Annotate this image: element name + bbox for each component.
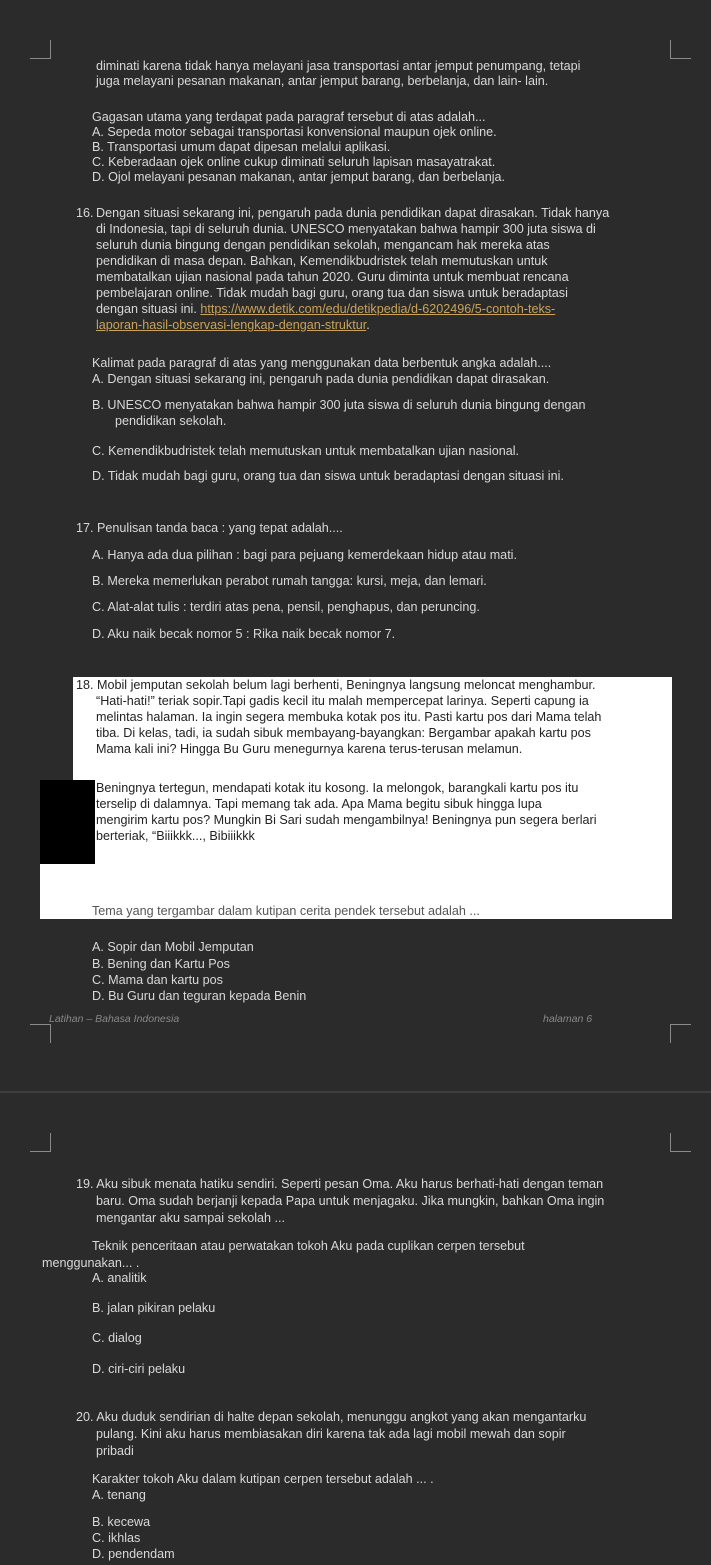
q16-line-6: pembelajaran online. Tidak mudah bagi guru, orang tua dan siswa untuk beradaptasi — [96, 286, 568, 300]
q19-line-3: mengantar aku sampai sekolah ... — [96, 1211, 286, 1225]
q18-prompt: Tema yang tergambar dalam kutipan cerita pendek tersebut adalah ... — [92, 904, 480, 918]
q18-para1-line-5: Mama kali ini? Hingga Bu Guru menegurnya karena terus-terusan melamun. — [96, 742, 523, 756]
intro-line-2: juga melayani pesanan makanan, antar jemput barang, berbelanja, dan lain- lain. — [96, 74, 549, 88]
footer-left: Latihan – Bahasa Indonesia — [49, 1013, 180, 1025]
q16-number: 16. — [76, 206, 94, 220]
q18-option-c: C. Mama dan kartu pos — [92, 973, 223, 987]
q18-option-a: A. Sopir dan Mobil Jemputan — [92, 940, 254, 954]
intro-line-1: diminati karena tidak hanya melayani jasa transportasi antar jemput penumpang, tetapi — [96, 59, 581, 73]
q17-option-b: B. Mereka memerlukan perabot rumah tangga: kursi, meja, dan lemari. — [92, 574, 487, 588]
q18-black-artifact — [40, 780, 95, 864]
q18-option-b: B. Bening dan Kartu Pos — [92, 957, 230, 971]
q18-para2-line-3: mengirim kartu pos? Mungkin Bi Sari sudah mengambilnya! Beningnya pun segera berlari — [96, 813, 597, 827]
source-link-part-2[interactable]: laporan-hasil-observasi-lengkap-dengan-struktur — [96, 318, 367, 332]
document-page-7 — [0, 1093, 711, 1565]
crop-mark-top-left — [30, 40, 51, 59]
q18-para1-line-3: melintas halaman. Ia ingin segera membuka kotak pos itu. Pasti kartu pos dari Mama telah — [96, 710, 602, 724]
q20-option-a: A. tenang — [92, 1488, 146, 1502]
q19-option-d: D. ciri-ciri pelaku — [92, 1362, 186, 1376]
q20-prompt: Karakter tokoh Aku dalam kutipan cerpen tersebut adalah ... . — [92, 1472, 434, 1486]
q16-line-5: membatalkan ujian nasional pada tahun 2020. Guru diminta untuk membuat rencana — [96, 270, 569, 284]
q16-option-b-line-2: pendidikan sekolah. — [115, 414, 227, 428]
q16-line-7 — [96, 302, 555, 317]
q16-option-a: A. Dengan situasi sekarang ini, pengaruh pada dunia pendidikan dapat dirasakan. — [92, 372, 550, 386]
q19-line-2: baru. Oma sudah berjanji kepada Papa untuk menjagaku. Jika mungkin, bahkan Oma ingin — [96, 1194, 605, 1208]
q17-option-d: D. Aku naik becak nomor 5 : Rika naik becak nomor 7. — [92, 627, 396, 641]
q16-line-1: Dengan situasi sekarang ini, pengaruh pada dunia pendidikan dapat dirasakan. Tidak hanya — [96, 206, 610, 220]
q15-prompt: Gagasan utama yang terdapat pada paragraf tersebut di atas adalah... — [92, 110, 486, 124]
q16-line-4: pendidikan di masa depan. Bahkan, Kemendikbudristek telah memutuskan untuk — [96, 254, 548, 268]
q16-option-d: D. Tidak mudah bagi guru, orang tua dan siswa untuk beradaptasi dengan situasi ini. — [92, 469, 564, 483]
q20-line-3: pribadi — [96, 1444, 134, 1458]
q17-option-a: A. Hanya ada dua pilihan : bagi para pejuang kemerdekaan hidup atau mati. — [92, 548, 517, 562]
q18-para2-line-1: Beningnya tertegun, mendapati kotak itu kosong. Ia melongok, barangkali kartu pos itu — [96, 781, 579, 795]
q17-stem: 17. Penulisan tanda baca : yang tepat adalah.... — [76, 521, 343, 535]
q19-option-a: A. analitik — [92, 1271, 147, 1285]
q19-option-c: C. dialog — [92, 1331, 142, 1345]
q18-para2-line-4: berteriak, “Biiikkk..., Bibiiikkk — [96, 829, 255, 843]
q20-line-2: pulang. Kini aku harus membiasakan diri karena tak ada lagi mobil mewah dan sopir — [96, 1427, 566, 1441]
source-link-part-1[interactable]: https://www.detik.com/edu/detikpedia/d-6202496/5-contoh-teks- — [200, 302, 556, 316]
q19-option-b: B. jalan pikiran pelaku — [92, 1301, 216, 1315]
q16-option-c: C. Kemendikbudristek telah memutuskan untuk membatalkan ujian nasional. — [92, 444, 520, 458]
q15-option-c: C. Keberadaan ojek online cukup diminati seluruh lapisan masayatrakat. — [92, 155, 496, 169]
crop-mark-bottom-left — [30, 1024, 51, 1043]
crop-mark-top-left-p2 — [30, 1133, 51, 1152]
q18-para2-line-2: terselip di dalamnya. Tapi memang tak ada. Apa Mama begitu sibuk hingga lupa — [96, 797, 542, 811]
q18-para1-line-2: “Hati-hati!” teriak sopir.Tapi gadis kecil itu malah mempercepat larinya. Seperti capung ia — [96, 694, 589, 708]
q16-line-8 — [96, 318, 370, 333]
q20-line-1: 20. Aku duduk sendirian di halte depan sekolah, menunggu angkot yang akan mengantarku — [76, 1410, 587, 1424]
q16-line-3: seluruh dunia bingung dengan pendidikan sekolah, mengancam hak mereka atas — [96, 238, 550, 252]
q20-option-d: D. pendendam — [92, 1547, 175, 1561]
q20-option-c: C. ikhlas — [92, 1531, 141, 1545]
q16-link-end: . — [366, 318, 370, 332]
q15-option-b: B. Transportasi umum dapat dipesan melalui aplikasi. — [92, 140, 391, 154]
q17-option-c: C. Alat-alat tulis : terdiri atas pena, pensil, penghapus, dan peruncing. — [92, 600, 480, 614]
crop-mark-top-right — [670, 40, 691, 59]
q19-line-1: 19. Aku sibuk menata hatiku sendiri. Seperti pesan Oma. Aku harus berhati-hati dengan teman — [76, 1177, 604, 1191]
q18-option-d: D. Bu Guru dan teguran kepada Benin — [92, 989, 307, 1003]
q20-option-b: B. kecewa — [92, 1515, 151, 1529]
q16-line-7-text: dengan situasi ini. — [96, 302, 201, 316]
q18-para1-line-4: tiba. Di kelas, tadi, ia sudah sibuk membayang-bayangkan: Bergambar apakah kartu pos — [96, 726, 591, 740]
q15-option-d: D. Ojol melayani pesanan makanan, antar jemput barang, dan berbelanja. — [92, 170, 506, 184]
q16-line-2: di Indonesia, tapi di seluruh dunia. UNESCO menyatakan bahwa hampir 300 juta siswa di — [96, 222, 596, 236]
q18-para1-line-1: 18. Mobil jemputan sekolah belum lagi berhenti, Beningnya langsung meloncat menghambur. — [76, 678, 596, 692]
crop-mark-bottom-right — [670, 1024, 691, 1043]
q19-prompt-line-2: menggunakan... . — [42, 1256, 140, 1270]
q15-option-a: A. Sepeda motor sebagai transportasi konvensional maupun ojek online. — [92, 125, 497, 139]
crop-mark-top-right-p2 — [670, 1133, 691, 1152]
q16-option-b-line-1: B. UNESCO menyatakan bahwa hampir 300 juta siswa di seluruh dunia bingung dengan — [92, 398, 586, 412]
q19-prompt-line-1: Teknik penceritaan atau perwatakan tokoh Aku pada cuplikan cerpen tersebut — [92, 1239, 525, 1253]
q16-prompt: Kalimat pada paragraf di atas yang menggunakan data berbentuk angka adalah.... — [92, 356, 552, 370]
footer-page-number: halaman 6 — [543, 1013, 593, 1025]
